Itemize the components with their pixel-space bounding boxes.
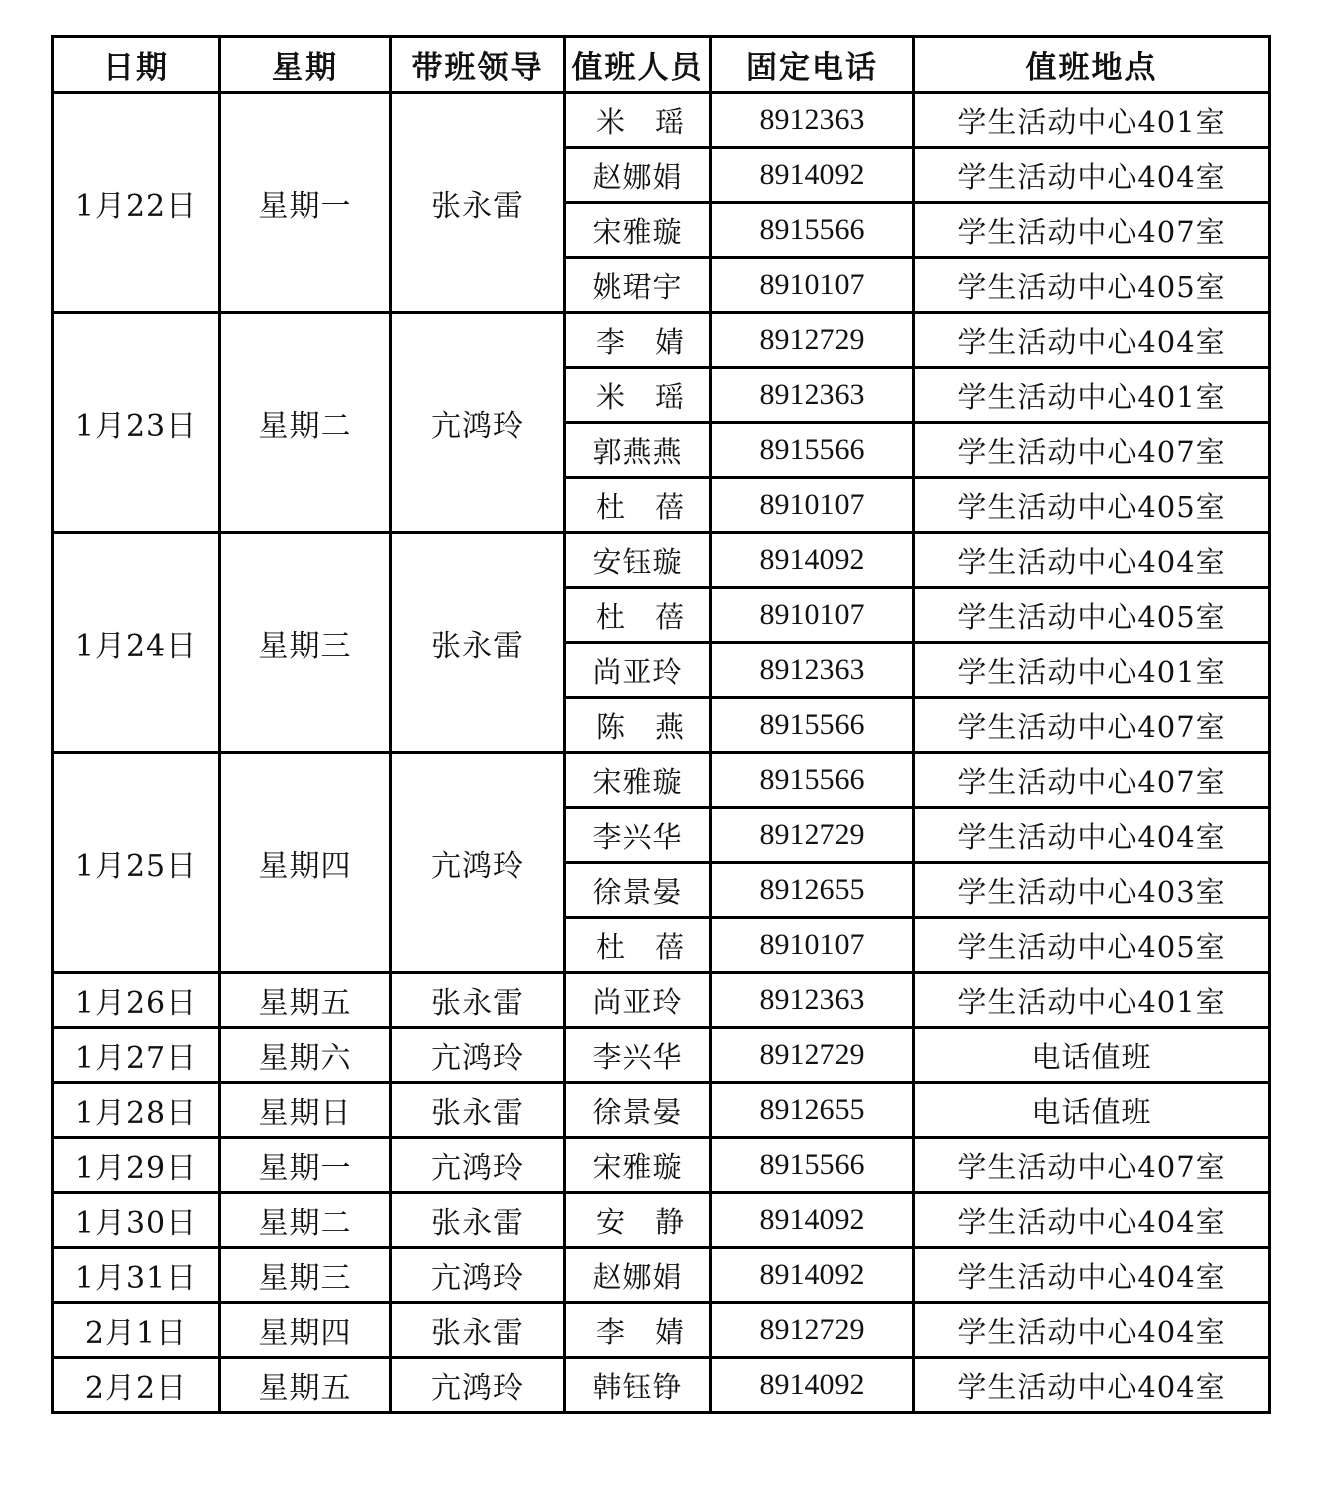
weekday-cell: 星期三 bbox=[220, 533, 391, 753]
location-cell: 学生活动中心404室 bbox=[914, 313, 1270, 368]
table-row bbox=[53, 93, 1270, 148]
leader-cell: 亢鸿玲 bbox=[391, 753, 565, 973]
date-cell: 1月30日 bbox=[53, 1193, 220, 1248]
staff-cell: 米瑶 bbox=[565, 93, 711, 148]
date-cell: 2月1日 bbox=[53, 1303, 220, 1358]
leader-cell: 亢鸿玲 bbox=[391, 1028, 565, 1083]
location-cell: 学生活动中心401室 bbox=[914, 973, 1270, 1028]
phone-cell: 8910107 bbox=[711, 258, 914, 313]
location-cell: 学生活动中心404室 bbox=[914, 148, 1270, 203]
staff-cell: 李婧 bbox=[565, 1303, 711, 1358]
location-cell: 电话值班 bbox=[914, 1083, 1270, 1138]
duty-table bbox=[51, 35, 1271, 1414]
phone-cell: 8912363 bbox=[711, 973, 914, 1028]
staff-cell: 宋雅璇 bbox=[565, 753, 711, 808]
phone-cell: 8915566 bbox=[711, 753, 914, 808]
weekday-cell: 星期一 bbox=[220, 1138, 391, 1193]
phone-cell: 8912655 bbox=[711, 1083, 914, 1138]
leader-cell: 亢鸿玲 bbox=[391, 1138, 565, 1193]
phone-cell: 8915566 bbox=[711, 203, 914, 258]
table-row bbox=[53, 1083, 1270, 1138]
table-header bbox=[53, 37, 1270, 93]
phone-cell: 8914092 bbox=[711, 533, 914, 588]
table-row bbox=[53, 533, 1270, 588]
staff-cell: 姚珺宇 bbox=[565, 258, 711, 313]
weekday-cell: 星期日 bbox=[220, 1083, 391, 1138]
phone-cell: 8912363 bbox=[711, 368, 914, 423]
header-leader: 带班领导 bbox=[391, 37, 565, 93]
weekday-cell: 星期一 bbox=[220, 93, 391, 313]
staff-cell: 杜蓓 bbox=[565, 588, 711, 643]
staff-cell: 赵娜娟 bbox=[565, 1248, 711, 1303]
staff-cell: 李兴华 bbox=[565, 1028, 711, 1083]
date-cell: 2月2日 bbox=[53, 1358, 220, 1413]
table-row bbox=[53, 1028, 1270, 1083]
header-location: 值班地点 bbox=[914, 37, 1270, 93]
location-cell: 电话值班 bbox=[914, 1028, 1270, 1083]
phone-cell: 8912363 bbox=[711, 93, 914, 148]
phone-cell: 8912363 bbox=[711, 643, 914, 698]
date-cell: 1月23日 bbox=[53, 313, 220, 533]
staff-cell: 安钰璇 bbox=[565, 533, 711, 588]
phone-cell: 8914092 bbox=[711, 148, 914, 203]
weekday-cell: 星期二 bbox=[220, 313, 391, 533]
header-phone: 固定电话 bbox=[711, 37, 914, 93]
location-cell: 学生活动中心401室 bbox=[914, 93, 1270, 148]
location-cell: 学生活动中心404室 bbox=[914, 808, 1270, 863]
location-cell: 学生活动中心401室 bbox=[914, 643, 1270, 698]
location-cell: 学生活动中心404室 bbox=[914, 1358, 1270, 1413]
staff-cell: 李兴华 bbox=[565, 808, 711, 863]
location-cell: 学生活动中心403室 bbox=[914, 863, 1270, 918]
date-cell: 1月26日 bbox=[53, 973, 220, 1028]
phone-cell: 8912655 bbox=[711, 863, 914, 918]
location-cell: 学生活动中心407室 bbox=[914, 423, 1270, 478]
staff-cell: 徐景晏 bbox=[565, 1083, 711, 1138]
date-cell: 1月28日 bbox=[53, 1083, 220, 1138]
staff-cell: 韩钰铮 bbox=[565, 1358, 711, 1413]
location-cell: 学生活动中心404室 bbox=[914, 1248, 1270, 1303]
location-cell: 学生活动中心405室 bbox=[914, 258, 1270, 313]
table-row bbox=[53, 1138, 1270, 1193]
leader-cell: 张永雷 bbox=[391, 1193, 565, 1248]
leader-cell: 亢鸿玲 bbox=[391, 313, 565, 533]
location-cell: 学生活动中心407室 bbox=[914, 1138, 1270, 1193]
table-row bbox=[53, 753, 1270, 808]
duty-schedule bbox=[51, 35, 1268, 1414]
phone-cell: 8915566 bbox=[711, 698, 914, 753]
phone-cell: 8910107 bbox=[711, 918, 914, 973]
phone-cell: 8915566 bbox=[711, 1138, 914, 1193]
leader-cell: 张永雷 bbox=[391, 93, 565, 313]
table-row bbox=[53, 973, 1270, 1028]
table-row bbox=[53, 1248, 1270, 1303]
weekday-cell: 星期三 bbox=[220, 1248, 391, 1303]
date-cell: 1月27日 bbox=[53, 1028, 220, 1083]
phone-cell: 8914092 bbox=[711, 1248, 914, 1303]
weekday-cell: 星期五 bbox=[220, 1358, 391, 1413]
header-weekday: 星期 bbox=[220, 37, 391, 93]
header-staff: 值班人员 bbox=[565, 37, 711, 93]
header-date: 日期 bbox=[53, 37, 220, 93]
staff-cell: 徐景晏 bbox=[565, 863, 711, 918]
phone-cell: 8910107 bbox=[711, 478, 914, 533]
phone-cell: 8910107 bbox=[711, 588, 914, 643]
date-cell: 1月22日 bbox=[53, 93, 220, 313]
staff-cell: 尚亚玲 bbox=[565, 643, 711, 698]
weekday-cell: 星期六 bbox=[220, 1028, 391, 1083]
phone-cell: 8912729 bbox=[711, 1028, 914, 1083]
staff-cell: 李婧 bbox=[565, 313, 711, 368]
phone-cell: 8914092 bbox=[711, 1358, 914, 1413]
table-row bbox=[53, 1358, 1270, 1413]
location-cell: 学生活动中心405室 bbox=[914, 588, 1270, 643]
date-cell: 1月29日 bbox=[53, 1138, 220, 1193]
staff-cell: 郭燕燕 bbox=[565, 423, 711, 478]
date-cell: 1月25日 bbox=[53, 753, 220, 973]
location-cell: 学生活动中心401室 bbox=[914, 368, 1270, 423]
table-row bbox=[53, 313, 1270, 368]
phone-cell: 8912729 bbox=[711, 313, 914, 368]
location-cell: 学生活动中心407室 bbox=[914, 753, 1270, 808]
staff-cell: 宋雅璇 bbox=[565, 203, 711, 258]
leader-cell: 亢鸿玲 bbox=[391, 1248, 565, 1303]
location-cell: 学生活动中心404室 bbox=[914, 533, 1270, 588]
date-cell: 1月24日 bbox=[53, 533, 220, 753]
location-cell: 学生活动中心405室 bbox=[914, 918, 1270, 973]
leader-cell: 张永雷 bbox=[391, 1083, 565, 1138]
staff-cell: 陈燕 bbox=[565, 698, 711, 753]
location-cell: 学生活动中心404室 bbox=[914, 1193, 1270, 1248]
leader-cell: 张永雷 bbox=[391, 533, 565, 753]
leader-cell: 张永雷 bbox=[391, 973, 565, 1028]
header-row bbox=[53, 37, 1270, 93]
staff-cell: 尚亚玲 bbox=[565, 973, 711, 1028]
phone-cell: 8912729 bbox=[711, 808, 914, 863]
weekday-cell: 星期五 bbox=[220, 973, 391, 1028]
staff-cell: 米瑶 bbox=[565, 368, 711, 423]
staff-cell: 宋雅璇 bbox=[565, 1138, 711, 1193]
weekday-cell: 星期四 bbox=[220, 1303, 391, 1358]
location-cell: 学生活动中心404室 bbox=[914, 1303, 1270, 1358]
leader-cell: 亢鸿玲 bbox=[391, 1358, 565, 1413]
table-row bbox=[53, 1193, 1270, 1248]
staff-cell: 杜蓓 bbox=[565, 478, 711, 533]
location-cell: 学生活动中心407室 bbox=[914, 203, 1270, 258]
staff-cell: 安静 bbox=[565, 1193, 711, 1248]
weekday-cell: 星期四 bbox=[220, 753, 391, 973]
location-cell: 学生活动中心407室 bbox=[914, 698, 1270, 753]
phone-cell: 8915566 bbox=[711, 423, 914, 478]
phone-cell: 8914092 bbox=[711, 1193, 914, 1248]
location-cell: 学生活动中心405室 bbox=[914, 478, 1270, 533]
table-body bbox=[53, 93, 1270, 1413]
weekday-cell: 星期二 bbox=[220, 1193, 391, 1248]
staff-cell: 赵娜娟 bbox=[565, 148, 711, 203]
leader-cell: 张永雷 bbox=[391, 1303, 565, 1358]
staff-cell: 杜蓓 bbox=[565, 918, 711, 973]
table-row bbox=[53, 1303, 1270, 1358]
date-cell: 1月31日 bbox=[53, 1248, 220, 1303]
phone-cell: 8912729 bbox=[711, 1303, 914, 1358]
